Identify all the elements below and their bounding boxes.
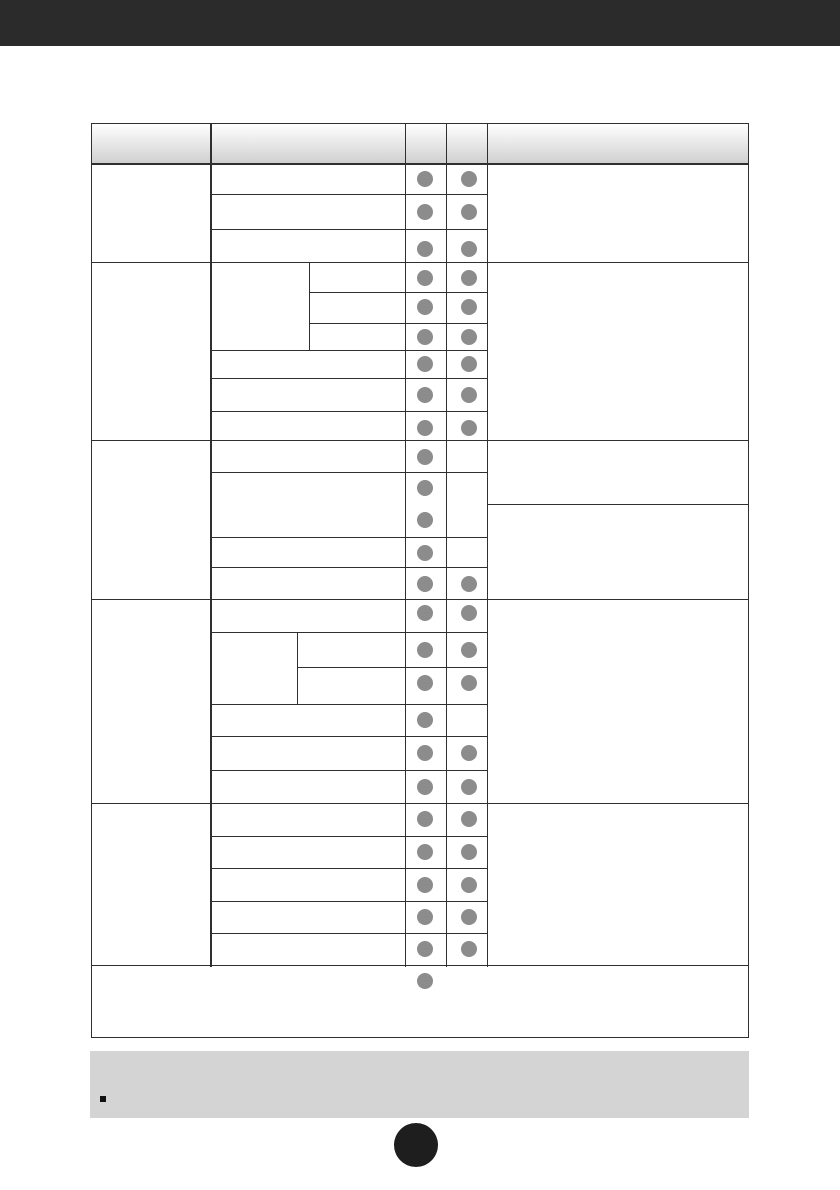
row-divider	[310, 292, 488, 293]
subgroup-divider-a	[309, 263, 310, 350]
indicator-dot-col1	[417, 356, 433, 372]
column-divider-3	[446, 124, 447, 967]
indicator-dot-col2	[461, 576, 477, 592]
indicator-dot-col1	[417, 844, 433, 860]
indicator-dot-col2	[461, 204, 477, 220]
column-divider-1	[210, 124, 212, 967]
indicator-dot-col1	[417, 480, 433, 496]
indicator-dot-col2	[461, 745, 477, 761]
indicator-dot-col1	[417, 387, 433, 403]
row-divider	[212, 770, 488, 771]
group-divider	[92, 803, 748, 804]
row-divider	[212, 378, 488, 379]
indicator-dot-col1	[417, 909, 433, 925]
column-divider-2	[405, 124, 406, 967]
indicator-dot-col1	[417, 270, 433, 286]
indicator-dot-col2	[461, 642, 477, 658]
indicator-dot-col1	[417, 605, 433, 621]
indicator-dot-col1	[417, 973, 433, 989]
indicator-dot-col2	[461, 329, 477, 345]
footer-divider	[92, 965, 748, 966]
indicator-dot-col2	[461, 171, 477, 187]
indicator-dot-col1	[417, 329, 433, 345]
indicator-dot-col1	[417, 745, 433, 761]
indicator-dot-col2	[461, 270, 477, 286]
indicator-dot-col1	[417, 171, 433, 187]
row-divider	[212, 704, 488, 705]
indicator-dot-col1	[417, 512, 433, 528]
row-divider	[212, 736, 488, 737]
indicator-dot-col2	[461, 420, 477, 436]
indicator-dot-col1	[417, 204, 433, 220]
group-divider	[92, 440, 748, 441]
row-divider	[212, 472, 488, 473]
indicator-dot-col2	[461, 675, 477, 691]
indicator-dot-col1	[417, 576, 433, 592]
note-box	[90, 1051, 749, 1118]
indicator-dot-col2	[461, 877, 477, 893]
row-divider	[212, 194, 488, 195]
indicator-dot-col1	[417, 299, 433, 315]
group-divider	[92, 599, 748, 600]
row-divider	[212, 933, 488, 934]
row-divider	[212, 901, 488, 902]
row-divider	[298, 667, 488, 668]
indicator-dot-col2	[461, 356, 477, 372]
page-number-badge	[394, 1123, 438, 1167]
indicator-dot-col1	[417, 811, 433, 827]
row-divider	[212, 350, 488, 351]
table-header-row	[92, 124, 748, 163]
indicator-dot-col1	[417, 241, 433, 257]
indicator-dot-col1	[417, 941, 433, 957]
header-divider	[92, 163, 748, 165]
indicator-dot-col1	[417, 642, 433, 658]
indicator-dot-col2	[461, 844, 477, 860]
row-divider	[212, 567, 488, 568]
bullet-icon	[100, 1096, 106, 1102]
column-divider-4	[487, 124, 488, 967]
indicator-dot-col1	[417, 420, 433, 436]
row-divider	[212, 229, 488, 230]
indicator-dot-col1	[417, 712, 433, 728]
indicator-dot-col1	[417, 449, 433, 465]
indicator-dot-col2	[461, 387, 477, 403]
row-divider	[212, 836, 488, 837]
indicator-dot-col1	[417, 877, 433, 893]
indicator-dot-col1	[417, 675, 433, 691]
indicator-dot-col2	[461, 241, 477, 257]
row-divider	[310, 323, 488, 324]
row-divider	[212, 537, 488, 538]
row-divider	[212, 868, 488, 869]
indicator-dot-col1	[417, 545, 433, 561]
indicator-dot-col2	[461, 779, 477, 795]
group-divider	[92, 262, 748, 263]
description-divider	[487, 504, 748, 505]
indicator-dot-col2	[461, 299, 477, 315]
indicator-dot-col2	[461, 811, 477, 827]
row-divider	[212, 632, 488, 633]
indicator-dot-col1	[417, 779, 433, 795]
top-bar	[0, 0, 840, 46]
indicator-dot-col2	[461, 941, 477, 957]
subgroup-divider-b	[297, 632, 298, 704]
indicator-dot-col2	[461, 605, 477, 621]
indicator-dot-col2	[461, 909, 477, 925]
row-divider	[212, 411, 488, 412]
